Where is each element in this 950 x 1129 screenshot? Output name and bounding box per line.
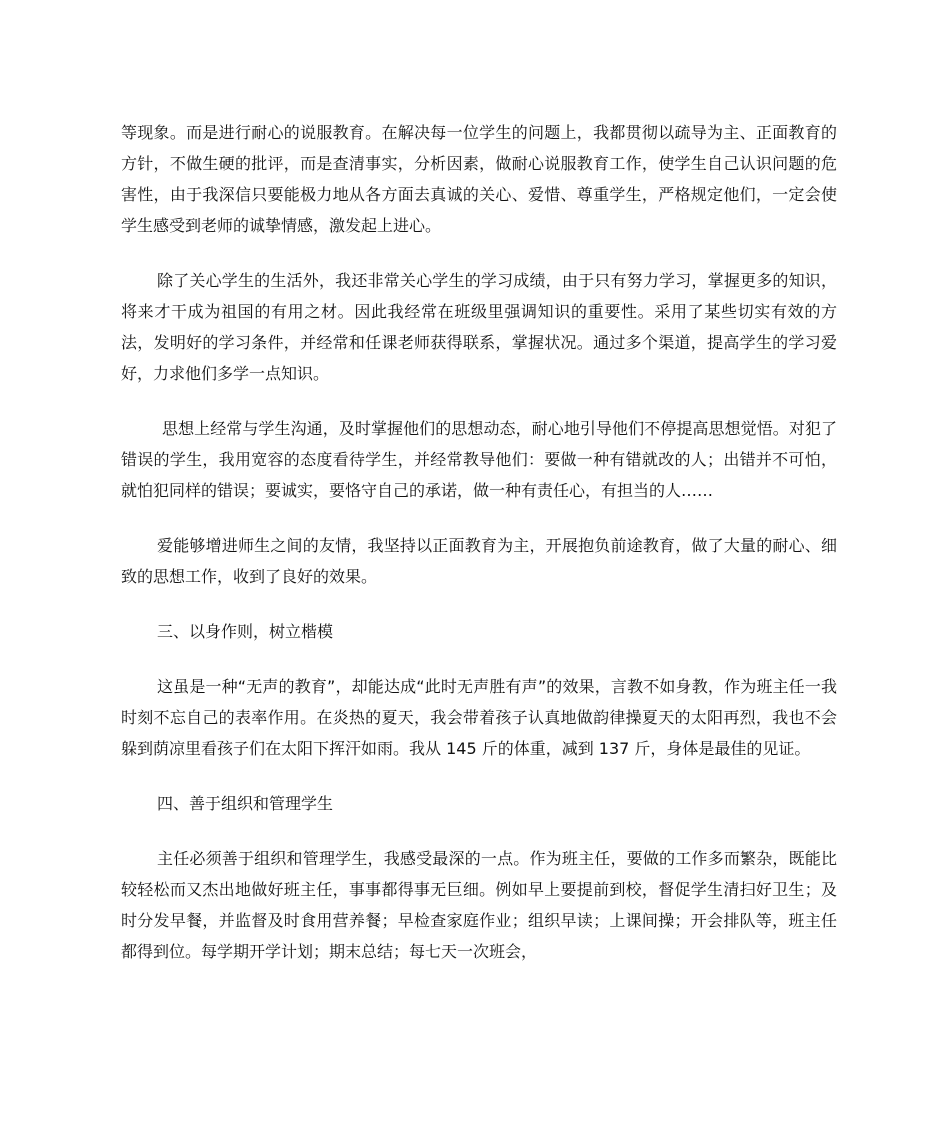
document-body [121,117,837,991]
paragraph-study-care: 除了关心学生的生活外，我还非常关心学生的学习成绩，由于只有努力学习，掌握更多的知识，将来才干成为祖国的有用之材。因此我经常在班级里强调知识的重要性。采用了某些切实有效的方法，发明好的学习条件，并经常和任课老师获得联系，掌握状况。通过多个渠道，提高学生的学习爱好，力求他们多学一点知识。 [121,271,837,383]
paragraph-class-management: 主任必须善于组织和管理学生，我感受最深的一点。作为班主任，要做的工作多而繁杂，既能比较轻松而又杰出地做好班主任，事事都得事无巨细。例如早上要提前到校，督促学生清扫好卫生；及时分发早餐，并监督及时食用营养餐；早检查家庭作业；组织早读；上课间操；开会排队等，班主任都得到位。每学期开学计划；期末总结；每七天一次班会， [121,849,837,961]
section-heading-organize-students: 四、善于组织和管理学生 [157,794,334,813]
section-heading-lead-by-example: 三、以身作则，树立楷模 [157,622,334,641]
paragraph-thought-communication: 思想上经常与学生沟通，及时掌握他们的思想动态，耐心地引导他们不停提高思想觉悟。对犯了错误的学生，我用宽容的态度看待学生，并经常教导他们：要做一种有错就改的人；出错并不可怕，就怕犯同样的错误；要诚实，要恪守自己的承诺，做一种有责任心，有担当的人…… [121,419,837,500]
paragraph-persuasion-education: 等现象。而是进行耐心的说服教育。在解决每一位学生的问题上，我都贯彻以疏导为主、正面教育的方针，不做生硬的批评，而是查清事实，分析因素，做耐心说服教育工作，使学生自己认识问题的危害性，由于我深信只要能极力地从各方面去真诚的关心、爱惜、尊重学生，严格规定他们，一定会使学生感受到老师的诚挚情感，激发起上进心。 [121,123,837,235]
paragraph-silent-education: 这虽是一种“无声的教育”，却能达成“此时无声胜有声”的效果，言教不如身教，作为班主任一我时刻不忘自己的表率作用。在炎热的夏天，我会带着孩子认真地做韵律操夏天的太阳再烈，我也不会躲到荫凉里看孩子们在太阳下挥汗如雨。我从 145 斤的体重，减到 137 斤，身体是最佳的见证。 [121,677,837,758]
paragraph-love-friendship: 爱能够增进师生之间的友情，我坚持以正面教育为主，开展抱负前途教育，做了大量的耐心、细致的思想工作，收到了良好的效果。 [121,536,837,586]
